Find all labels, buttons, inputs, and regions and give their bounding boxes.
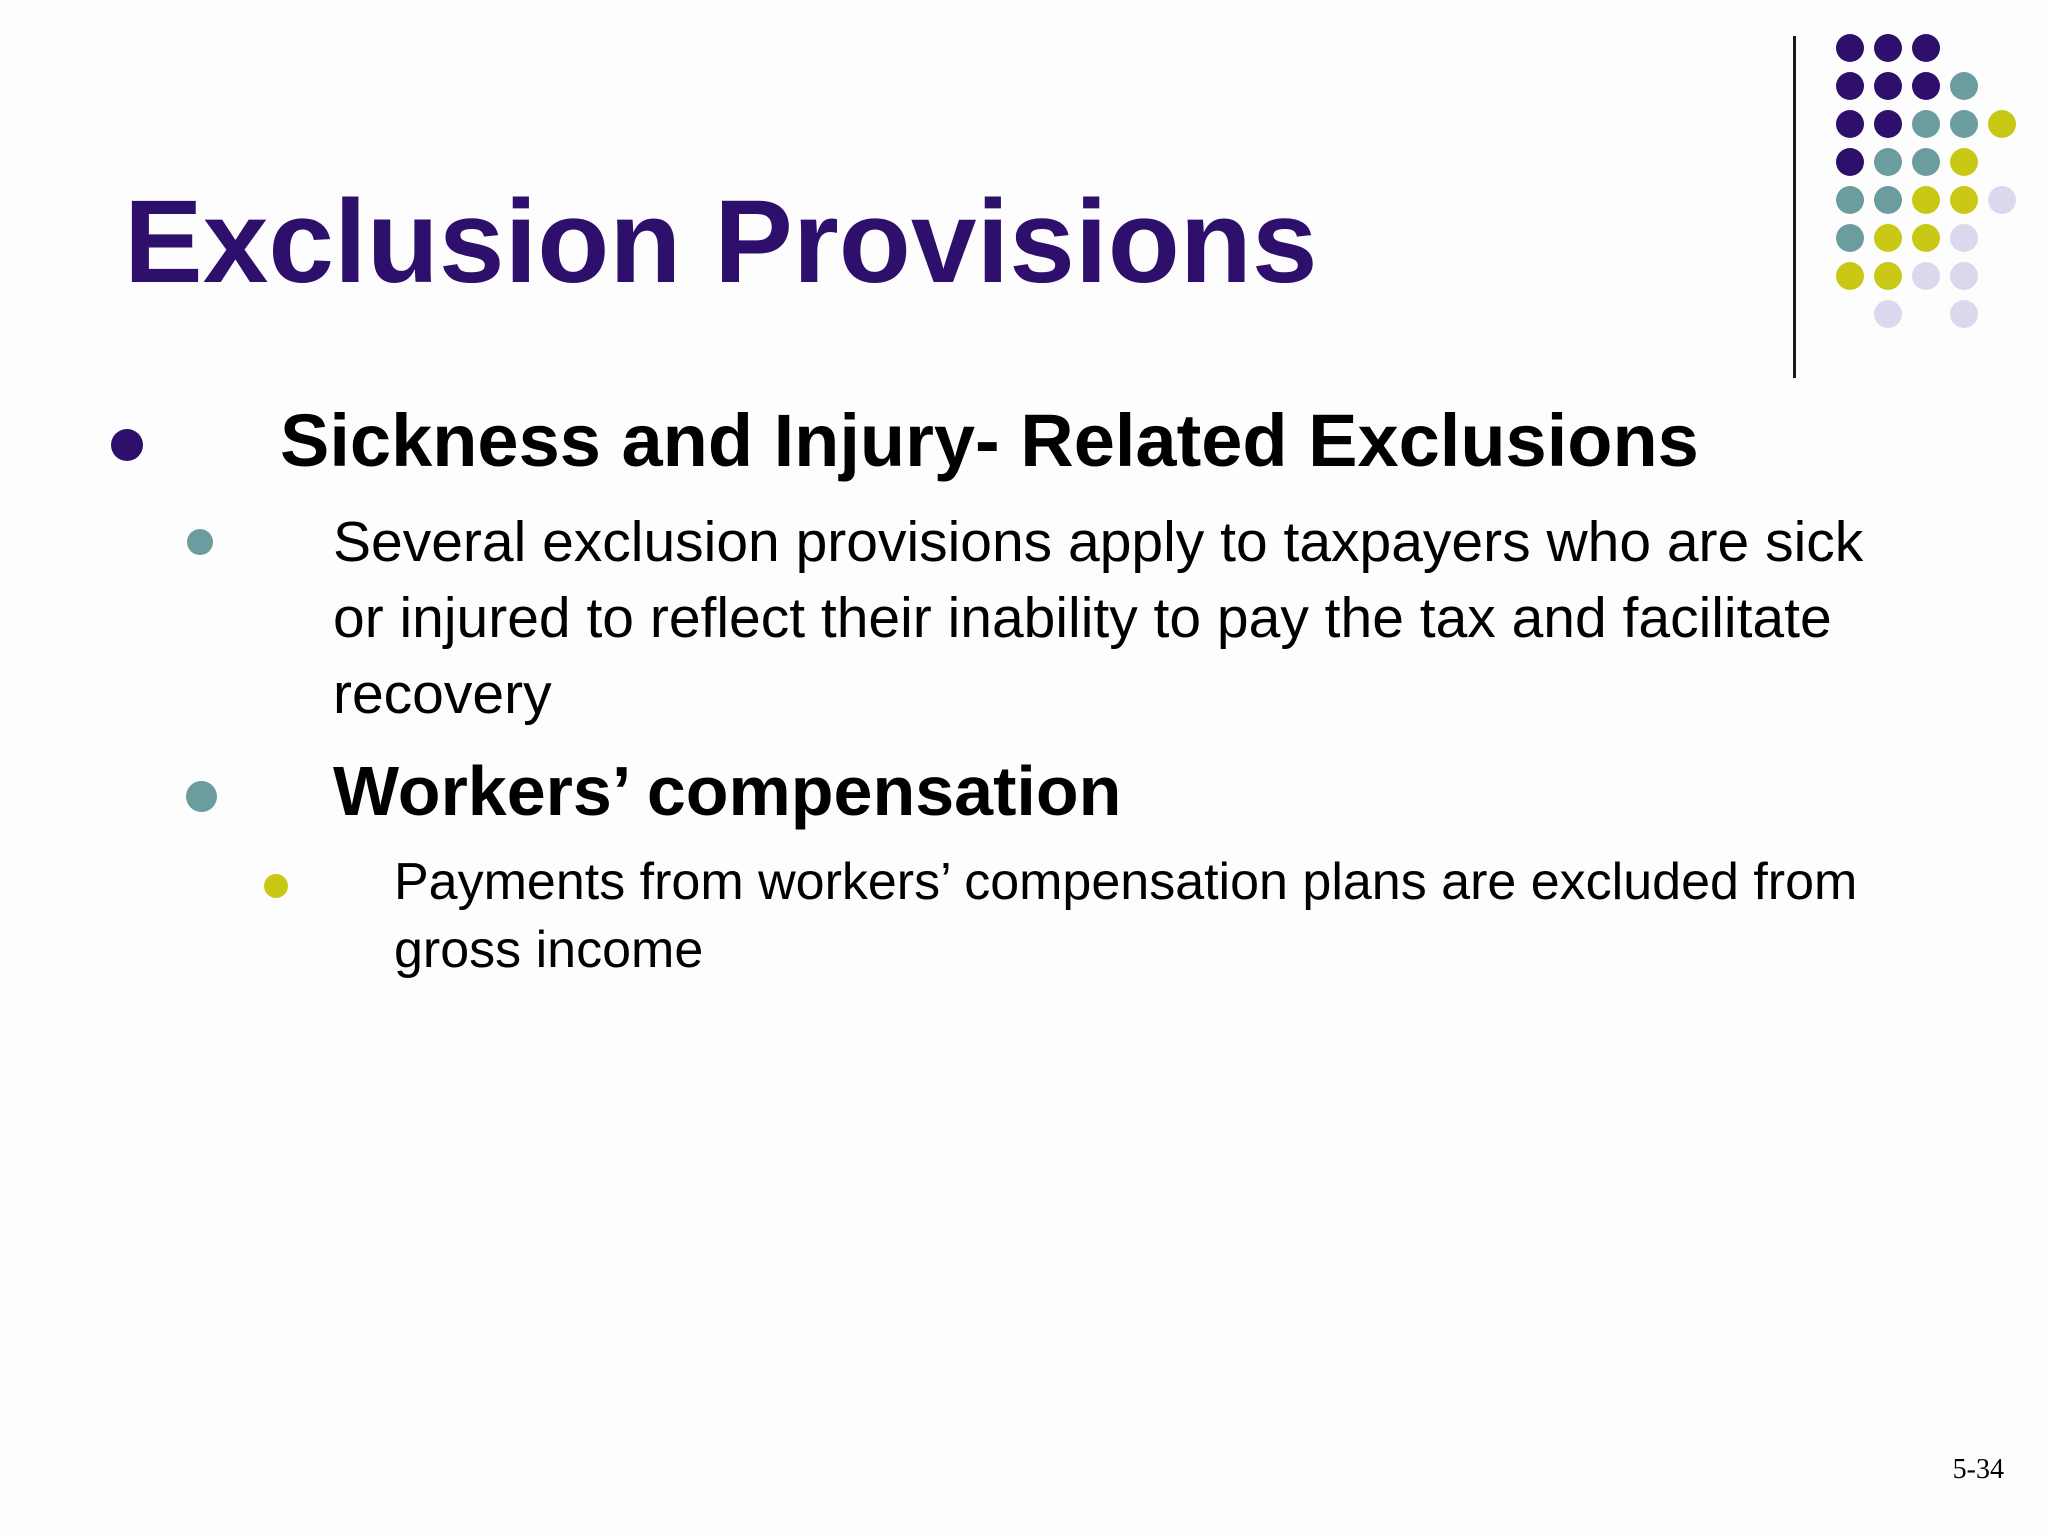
decorative-dot <box>1874 148 1902 176</box>
decorative-dot <box>1950 262 1978 290</box>
decorative-dot <box>1912 262 1940 290</box>
decorative-dot <box>1836 148 1864 176</box>
decorative-dot <box>1988 186 2016 214</box>
decorative-dot <box>1836 186 1864 214</box>
decorative-dot <box>1836 224 1864 252</box>
decorative-dot <box>1950 224 1978 252</box>
decorative-dot <box>1912 72 1940 100</box>
bullet-sickness-injury-heading: Sickness and Injury- Related Exclusions <box>280 399 1699 482</box>
decorative-dot <box>1988 110 2016 138</box>
bullet-workers-compensation-heading: Workers’ compensation <box>333 752 1122 830</box>
decorative-dot <box>1950 110 1978 138</box>
decorative-dot <box>1874 262 1902 290</box>
decorative-dot <box>1874 72 1902 100</box>
decorative-dot <box>1912 110 1940 138</box>
decorative-dot <box>1950 186 1978 214</box>
decorative-dot <box>1874 34 1902 62</box>
bullet-dot-level2 <box>187 529 213 555</box>
decorative-dot <box>1912 224 1940 252</box>
decorative-dot <box>1874 186 1902 214</box>
decorative-dot <box>1874 110 1902 138</box>
page-number: 5-34 <box>1952 1454 2004 1485</box>
bullet-dot-level3 <box>264 874 288 898</box>
decorative-dot <box>1836 110 1864 138</box>
decorative-dot <box>1912 148 1940 176</box>
decorative-dot <box>1950 72 1978 100</box>
bullet-dot-level1 <box>111 429 143 461</box>
bullet-workers-comp-payments-text: Payments from workers’ compensation plans are excluded from gross income <box>394 853 1858 979</box>
decorative-dot <box>1836 72 1864 100</box>
title-divider-line <box>1793 36 1796 378</box>
decorative-dot <box>1874 224 1902 252</box>
bullet-several-exclusions-text: Several exclusion provisions apply to taxpayers who are sick or injured to reflect their inability to pay the tax and facilitate recovery <box>333 510 1864 726</box>
decorative-dot <box>1950 148 1978 176</box>
bullet-dot-level2 <box>186 781 217 812</box>
decorative-dot <box>1950 300 1978 328</box>
decorative-dot <box>1836 262 1864 290</box>
decorative-dot <box>1912 186 1940 214</box>
decorative-dot <box>1874 300 1902 328</box>
slide-title: Exclusion Provisions <box>124 176 1318 308</box>
decorative-dot <box>1912 34 1940 62</box>
decorative-dot <box>1836 34 1864 62</box>
